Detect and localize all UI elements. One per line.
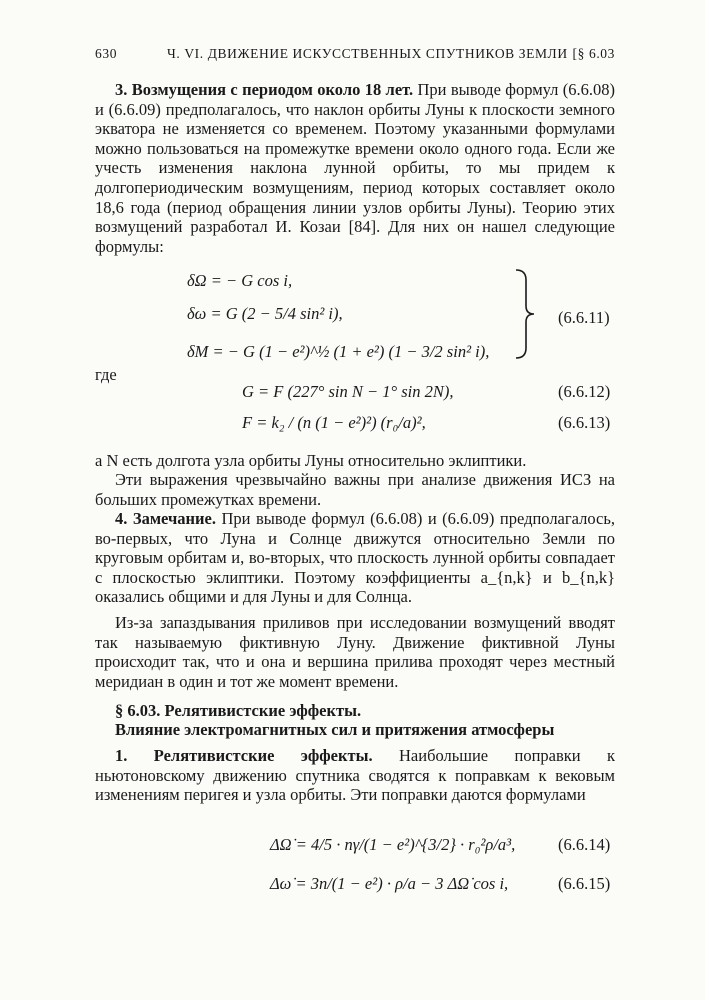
paragraph-remark [95, 509, 615, 607]
section-subheading: Влияние электромагнитных сил и притяжения атмосферы [115, 720, 555, 739]
paragraph-heading: 3. Возмущения с периодом около 18 лет. [115, 80, 414, 99]
paragraph-relativistic [95, 746, 615, 805]
equation-number: (6.6.11) [558, 308, 610, 327]
right-brace-icon [514, 268, 536, 360]
equation-number: (6.6.15) [558, 874, 611, 893]
equation-line: δω = G (2 − 5/4 sin² i), [187, 304, 343, 323]
paragraph-heading: 4. Замечание. [115, 509, 216, 528]
where-label: где [95, 365, 117, 384]
paragraph-text: При выводе формул (6.6.08) и (6.6.09) предполагалось, во-первых, что Луна и Солнце движутся относительно Земли по круговым орбитам и, во-вторых, что плоскость лунной орбиты совпадает с плоскостью эклиптики. Поэтому коэффициенты a_{n,k} и b_{n,k} оказались общими и для Луны и для Солнца. [95, 509, 615, 607]
paragraph-node-longitude: а N есть долгота узла орбиты Луны относительно эклиптики. [95, 451, 527, 470]
equation-line: δM = − G (1 − e²)^½ (1 + e²) (1 − 3/2 sin² i), [187, 342, 490, 361]
equation-line: δΩ = − G cos i, [187, 271, 293, 290]
page-number: 630 [95, 46, 118, 61]
paragraph-perturbations-18y [95, 80, 615, 256]
paragraph-text: При выводе формул (6.6.08) и (6.6.09) предполагалось, что наклон орбиты Луны к плоскости земного экватора не изменяется со временем. Поэтому указанными формулами можно пользоваться на промежутке времени около одного года. Если же учесть изменения наклона лунной орбиты, то мы придем к долгопериодическим возмущениям, период которых составляет около 18,6 года (период обращения линии узлов орбиты Луны). Теорию этих возмущений разработал И. Козаи [84]. Для них он нашел следующие формулы: [95, 80, 615, 256]
running-header [95, 46, 615, 64]
paragraph-fictitious-moon: Из-за запаздывания приливов при исследовании возмущений вводят так называемую фиктивную Луну. Движение фиктивной Луны происходит так, что и она и вершина прилива проходят через местный меридиан в один и тот же момент времени. [95, 613, 615, 691]
section-heading: § 6.03. Релятивистские эффекты. [115, 701, 362, 720]
section-reference: [§ 6.03 [572, 46, 615, 61]
running-title: Ч. VI. ДВИЖЕНИЕ ИСКУССТВЕННЫХ СПУТНИКОВ ЗЕМЛИ [167, 46, 568, 61]
equation-line: ΔΩ̇ = 4/5 · nγ/(1 − e²)^{3/2} · r₀²ρ/a³, [270, 835, 516, 854]
equation-number: (6.6.13) [558, 413, 611, 432]
paragraph-heading: 1. Релятивистские эффекты. [115, 746, 373, 765]
paragraph-importance: Эти выражения чрезвычайно важны при анализе движения ИСЗ на больших промежутках времени. [95, 470, 615, 509]
paragraph-text: Наибольшие поправки к ньютоновскому движению спутника сводятся к поправкам к вековым изменениям перигея и узла орбиты. Эти поправки даются формулами [95, 746, 615, 805]
equation-line: F = k₂ / (n (1 − e²)²) (r₀/a)², [242, 413, 426, 432]
equation-number: (6.6.14) [558, 835, 611, 854]
equation-line: Δω̇ = 3n/(1 − e²) · ρ/a − 3 ΔΩ̇ cos i, [270, 874, 509, 893]
equation-line: G = F (227° sin N − 1° sin 2N), [242, 382, 454, 401]
equation-number: (6.6.12) [558, 382, 611, 401]
